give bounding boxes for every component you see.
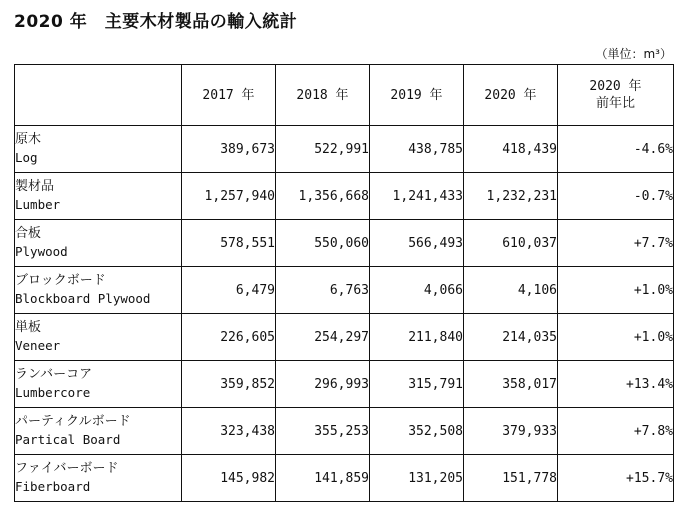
product-name-en: Lumber xyxy=(15,197,61,212)
yoy-change-cell: +1.0% xyxy=(558,314,674,361)
product-name-jp: 合板 xyxy=(15,226,42,241)
table-row-veneer xyxy=(15,314,674,361)
page-title: 2020 年 主要木材製品の輸入統計 xyxy=(14,12,298,32)
value-2020-cell: 358,017 xyxy=(464,361,558,408)
table-row-lumber xyxy=(15,173,674,220)
value-2018-cell: 1,356,668 xyxy=(276,173,370,220)
value-2019-cell: 352,508 xyxy=(370,408,464,455)
yoy-change-cell: +15.7% xyxy=(558,455,674,502)
product-label-cell xyxy=(15,408,182,455)
product-name-jp: ランバーコア xyxy=(15,367,93,382)
product-name-en: Veneer xyxy=(15,338,61,353)
value-2018-cell: 6,763 xyxy=(276,267,370,314)
header-yoy-year: 2020 年 xyxy=(589,79,642,94)
value-2018-cell: 522,991 xyxy=(276,126,370,173)
import-stats-table xyxy=(14,64,674,502)
product-name-jp: 原木 xyxy=(15,132,42,147)
value-2020-cell: 418,439 xyxy=(464,126,558,173)
value-2019-cell: 4,066 xyxy=(370,267,464,314)
value-2017-cell: 6,479 xyxy=(182,267,276,314)
value-2018-cell: 550,060 xyxy=(276,220,370,267)
yoy-change-cell: -0.7% xyxy=(558,173,674,220)
yoy-change-cell: +1.0% xyxy=(558,267,674,314)
header-yoy-label: 前年比 xyxy=(595,96,635,111)
product-name-jp: パーティクルボード xyxy=(15,414,131,429)
table-row-log xyxy=(15,126,674,173)
table-row-plywood xyxy=(15,220,674,267)
value-2017-cell: 578,551 xyxy=(182,220,276,267)
product-name-en: Blockboard Plywood xyxy=(15,291,151,306)
value-2018-cell: 355,253 xyxy=(276,408,370,455)
product-name-en: Lumbercore xyxy=(15,385,91,400)
header-year-2017: 2017 年 xyxy=(182,65,276,126)
product-name-en: Fiberboard xyxy=(15,479,91,494)
value-2020-cell: 4,106 xyxy=(464,267,558,314)
product-label-cell xyxy=(15,455,182,502)
product-name-jp: 単板 xyxy=(15,320,42,335)
table-body xyxy=(15,126,674,502)
value-2017-cell: 359,852 xyxy=(182,361,276,408)
yoy-change-cell: +7.8% xyxy=(558,408,674,455)
value-2017-cell: 145,982 xyxy=(182,455,276,502)
product-label-cell xyxy=(15,361,182,408)
yoy-change-cell: +13.4% xyxy=(558,361,674,408)
table-row-partical-board xyxy=(15,408,674,455)
header-year-2020: 2020 年 xyxy=(464,65,558,126)
value-2017-cell: 226,605 xyxy=(182,314,276,361)
value-2018-cell: 254,297 xyxy=(276,314,370,361)
header-row xyxy=(15,65,674,126)
header-blank-cell xyxy=(15,65,182,126)
table-row-lumbercore xyxy=(15,361,674,408)
product-label-cell xyxy=(15,173,182,220)
value-2019-cell: 315,791 xyxy=(370,361,464,408)
value-2017-cell: 389,673 xyxy=(182,126,276,173)
table-row-blockboard-plywood xyxy=(15,267,674,314)
header-year-2019: 2019 年 xyxy=(370,65,464,126)
product-name-jp: ファイバーボード xyxy=(15,461,119,476)
value-2019-cell: 211,840 xyxy=(370,314,464,361)
product-label-cell xyxy=(15,220,182,267)
value-2019-cell: 131,205 xyxy=(370,455,464,502)
value-2018-cell: 296,993 xyxy=(276,361,370,408)
value-2019-cell: 566,493 xyxy=(370,220,464,267)
product-label-cell xyxy=(15,267,182,314)
product-name-jp: 製材品 xyxy=(15,179,55,194)
value-2020-cell: 214,035 xyxy=(464,314,558,361)
yoy-change-cell: -4.6% xyxy=(558,126,674,173)
product-label-cell xyxy=(15,126,182,173)
value-2019-cell: 438,785 xyxy=(370,126,464,173)
product-name-en: Partical Board xyxy=(15,432,121,447)
value-2017-cell: 1,257,940 xyxy=(182,173,276,220)
value-2020-cell: 610,037 xyxy=(464,220,558,267)
value-2017-cell: 323,438 xyxy=(182,408,276,455)
table-row-fiberboard xyxy=(15,455,674,502)
header-yoy xyxy=(558,65,674,126)
product-name-en: Log xyxy=(15,150,38,165)
yoy-change-cell: +7.7% xyxy=(558,220,674,267)
product-name-en: Plywood xyxy=(15,244,68,259)
unit-note: （単位：m³） xyxy=(595,47,672,61)
product-name-jp: ブロックボード xyxy=(15,273,106,288)
value-2019-cell: 1,241,433 xyxy=(370,173,464,220)
product-label-cell xyxy=(15,314,182,361)
value-2020-cell: 379,933 xyxy=(464,408,558,455)
value-2020-cell: 151,778 xyxy=(464,455,558,502)
header-year-2018: 2018 年 xyxy=(276,65,370,126)
value-2018-cell: 141,859 xyxy=(276,455,370,502)
value-2020-cell: 1,232,231 xyxy=(464,173,558,220)
